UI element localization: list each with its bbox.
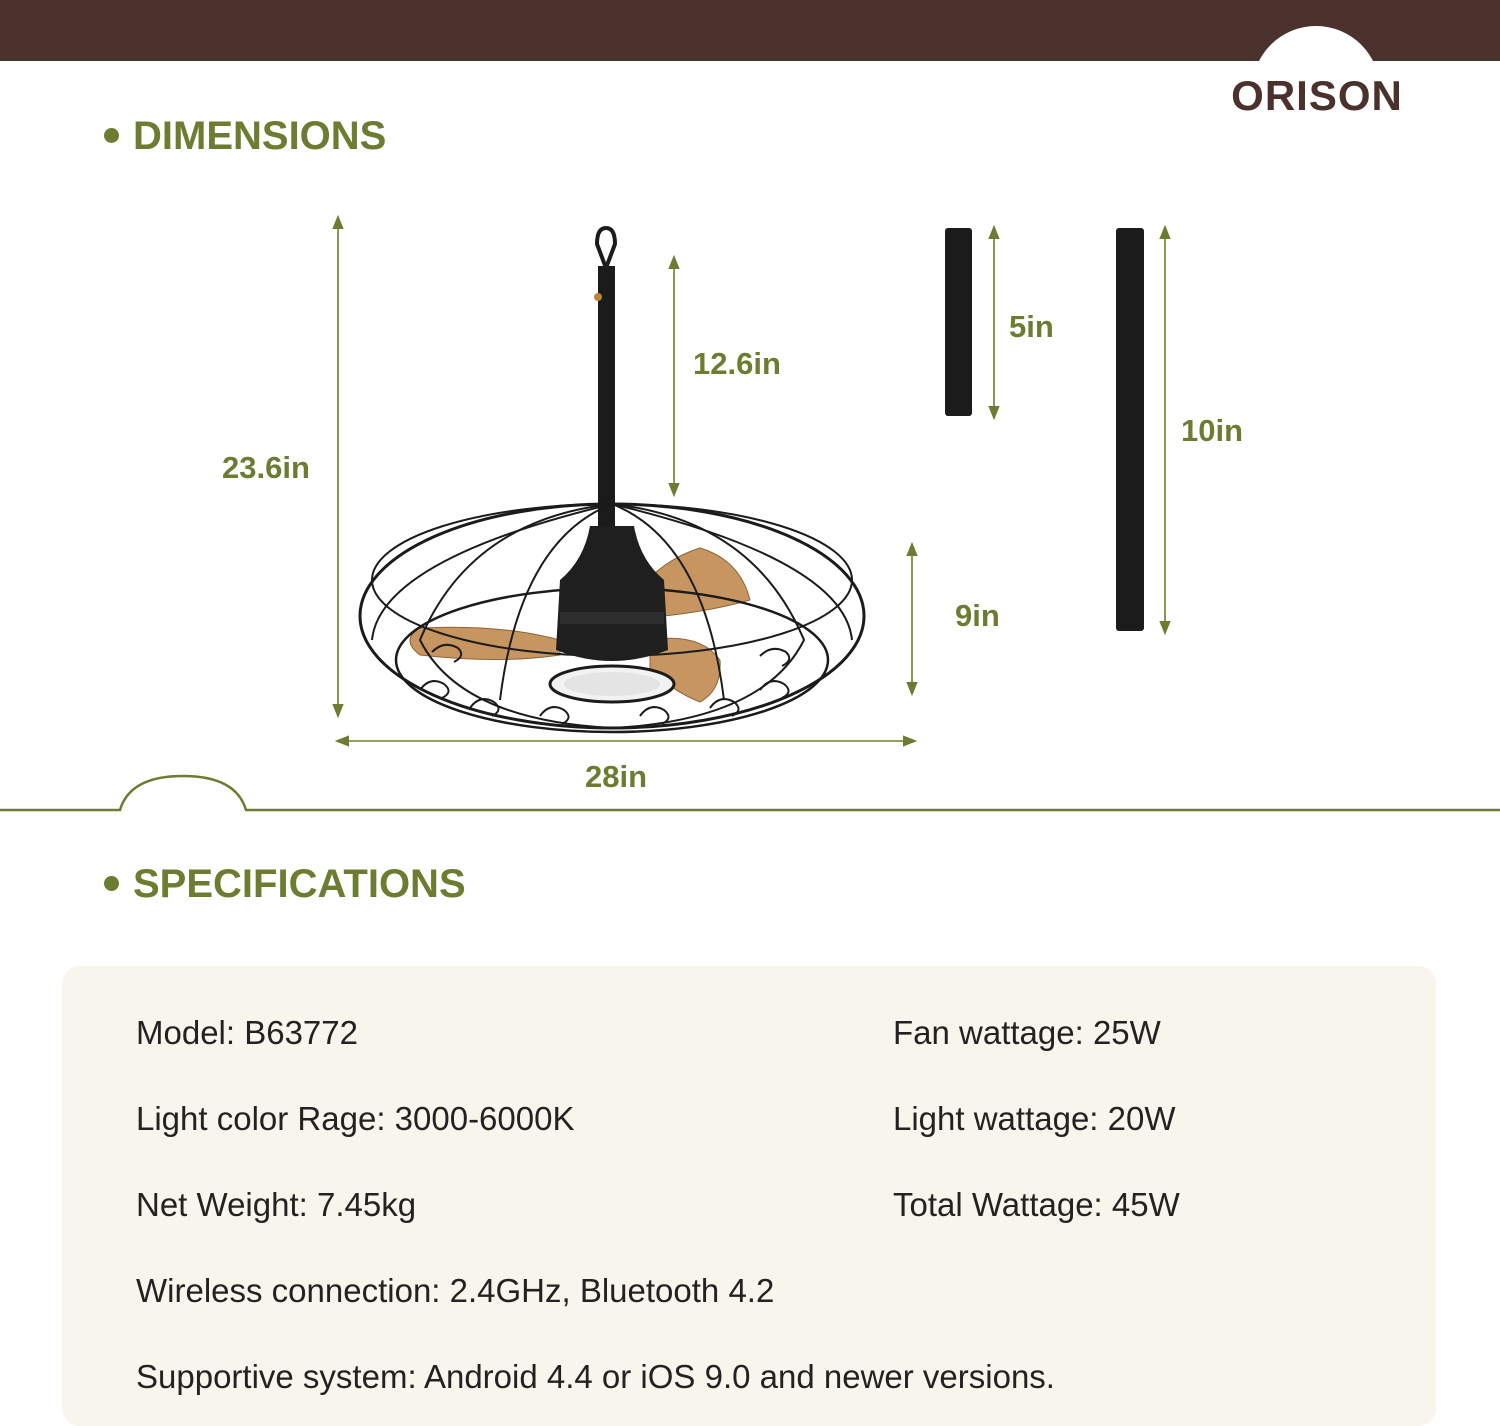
bullet-icon (104, 876, 119, 891)
spec-net-weight: Net Weight: 7.45kg (136, 1186, 417, 1223)
spec-wireless-connection: Wireless connection: 2.4GHz, Bluetooth 4.2 (136, 1272, 775, 1309)
long-rod-label: 10in (1181, 413, 1244, 448)
dimensions-title: DIMENSIONS (133, 114, 387, 158)
overall-height-label: 23.6in (222, 450, 310, 485)
spec-light-wattage: Light wattage: 20W (893, 1100, 1176, 1137)
spec-model: Model: B63772 (136, 1014, 358, 1051)
spec-light-color-range: Light color Rage: 3000-6000K (136, 1100, 575, 1137)
spec-total-wattage: Total Wattage: 45W (893, 1186, 1180, 1223)
diameter-label: 28in (585, 759, 648, 794)
short-rod-label: 5in (1009, 309, 1054, 344)
rod-length-label: 12.6in (693, 346, 781, 381)
spec-supportive-system: Supportive system: Android 4.4 or iOS 9.0 and newer versions. (136, 1358, 1055, 1395)
cage-height-label: 9in (955, 598, 1000, 633)
spec-fan-wattage: Fan wattage: 25W (893, 1014, 1161, 1051)
brand-logo: ORISON (1231, 72, 1403, 119)
specifications-title: SPECIFICATIONS (133, 862, 466, 906)
specifications-heading (104, 862, 466, 907)
